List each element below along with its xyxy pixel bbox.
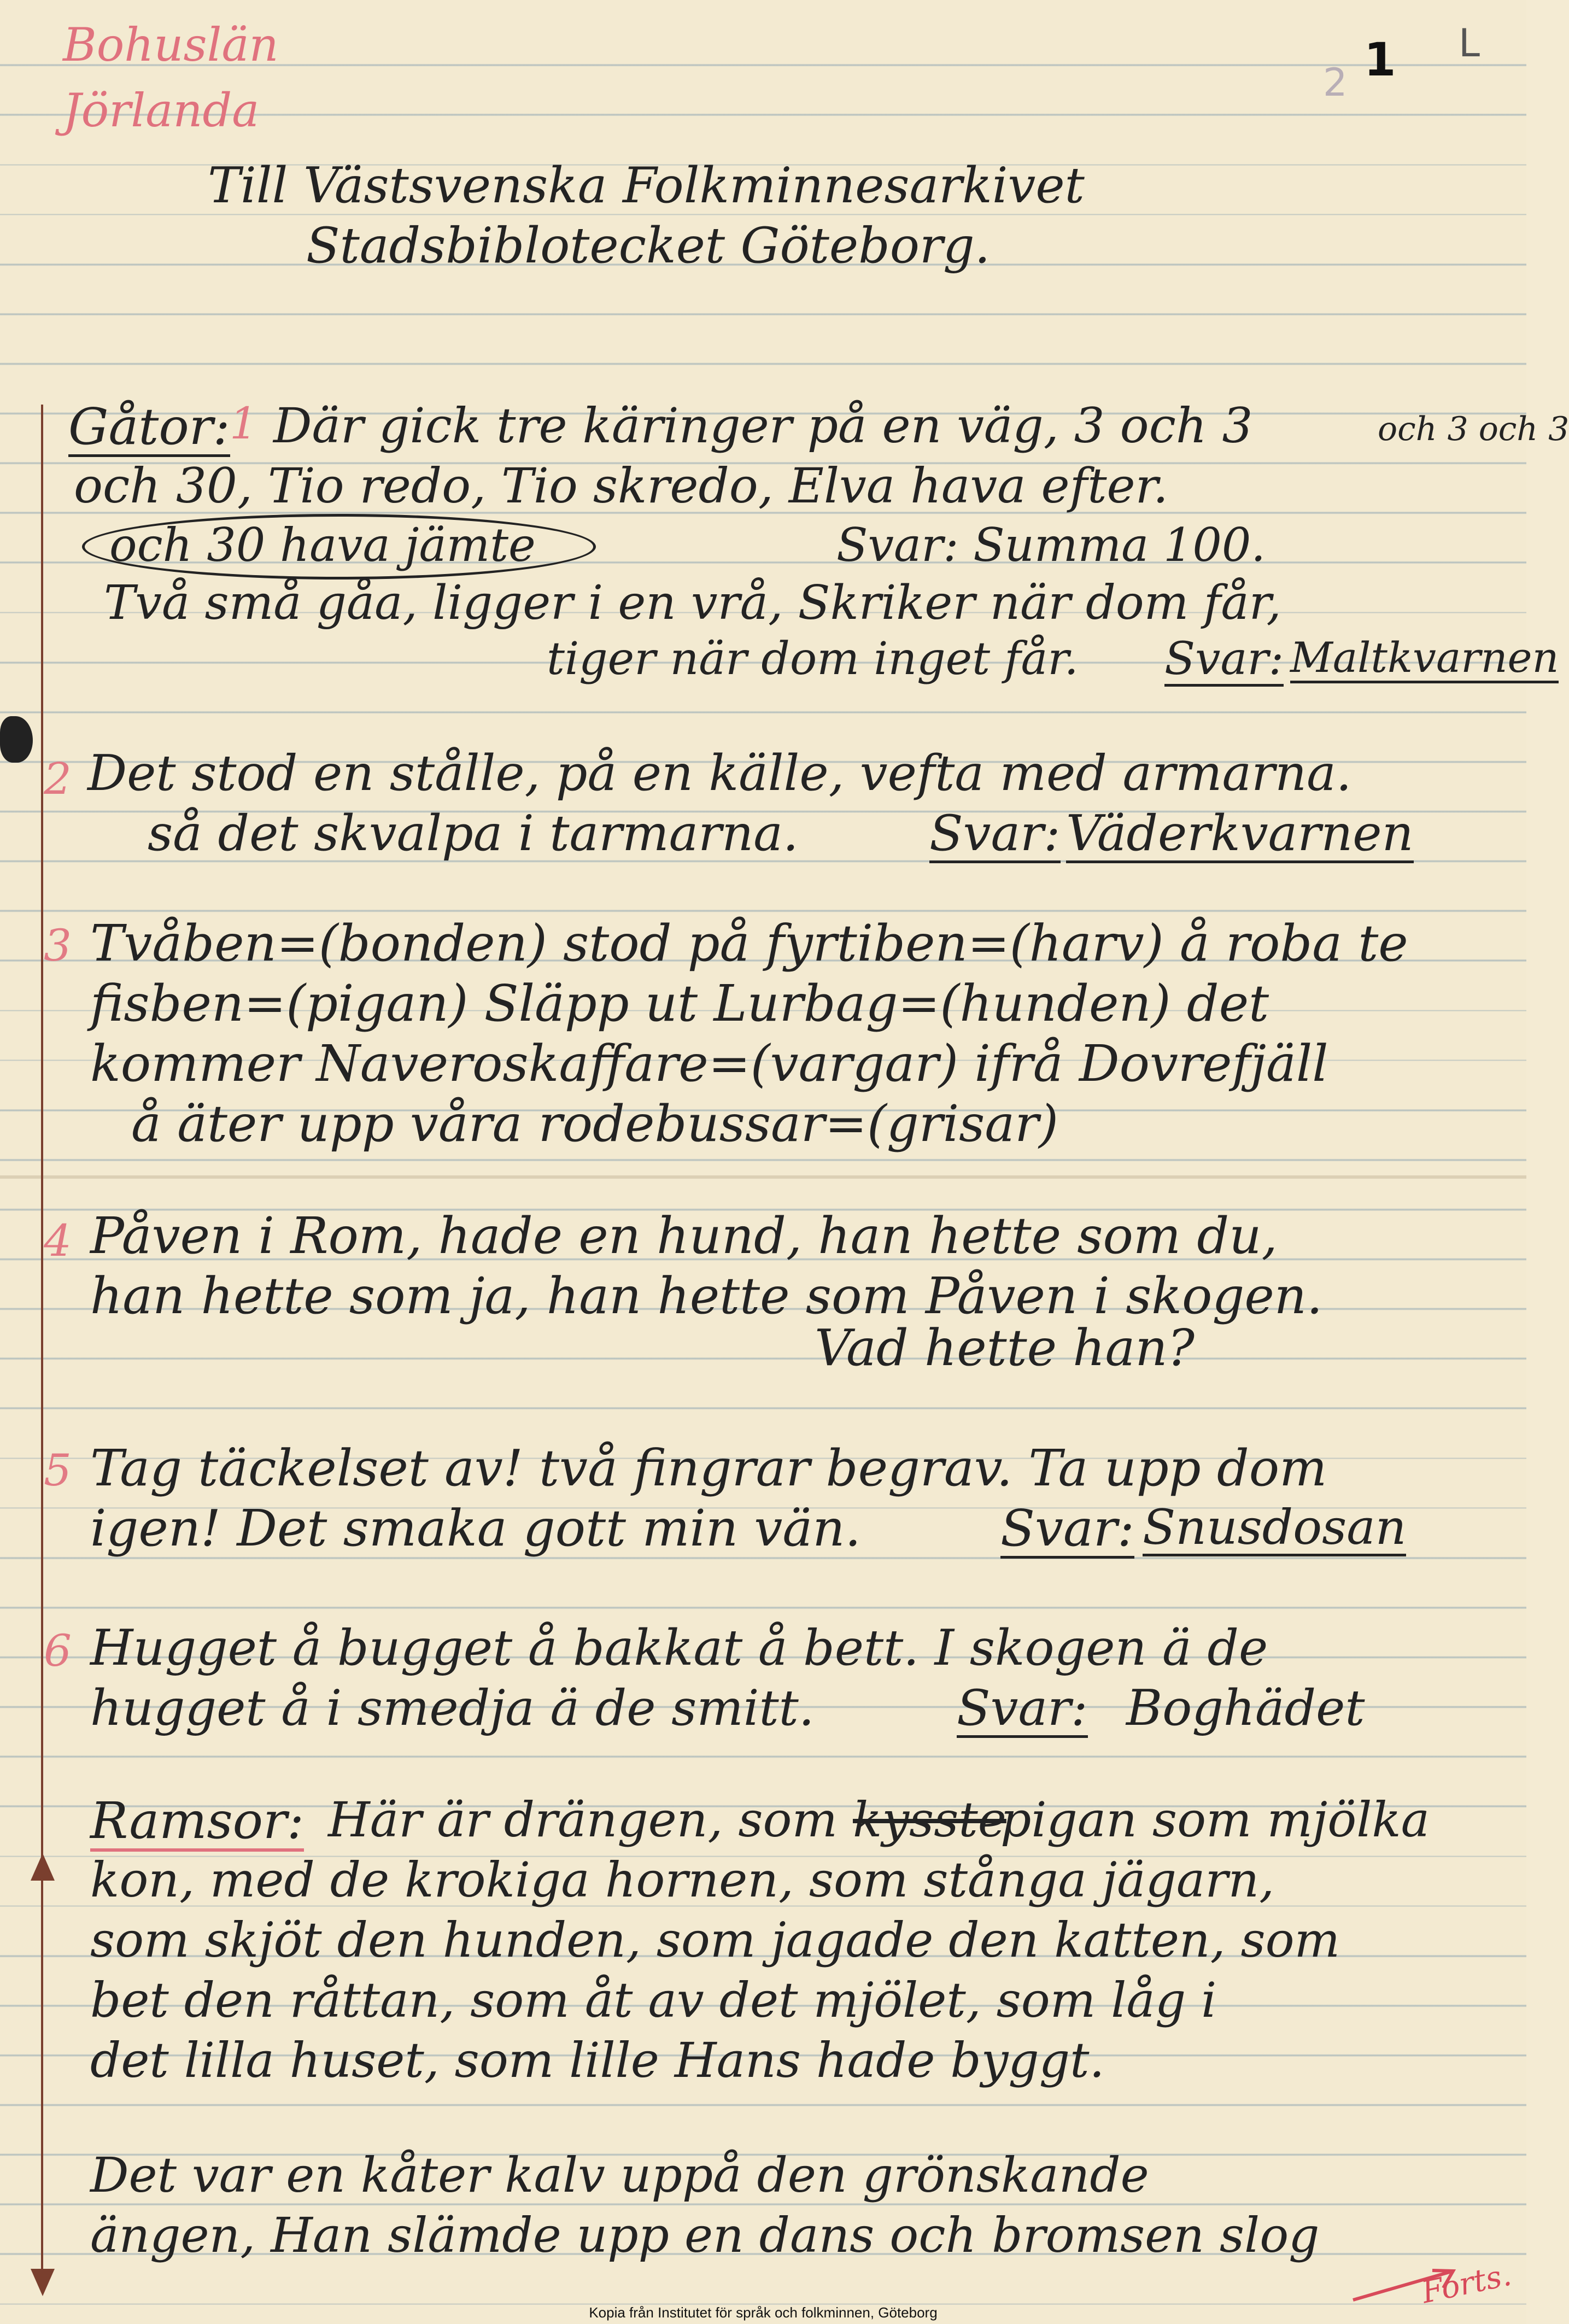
address-line-1: Till Västsvenska Folkminnesarkivet xyxy=(208,157,1085,214)
rhyme-1-struck-word: kysste xyxy=(853,1792,1006,1848)
rhyme-2-line-1: Det var en kåter kalv uppå den grönskande xyxy=(90,2147,1149,2203)
margin-arrow-up-icon xyxy=(31,1853,55,1881)
riddle-number-3: 3 xyxy=(44,920,72,971)
riddle-number-6: 6 xyxy=(44,1625,72,1676)
riddle-6-line-2: hugget å i smedja ä de smitt. xyxy=(90,1679,815,1737)
riddle-6-answer-label: Svar: xyxy=(957,1679,1088,1737)
continued-note: Forts. xyxy=(1418,2257,1515,2311)
riddle-5-line-1: Tag täckelset av! två fingrar begrav. Ta upp dom xyxy=(90,1439,1327,1497)
rhyme-1-line-1-suffix: pigan som mjölka xyxy=(1000,1792,1430,1848)
riddle-number-4: 4 xyxy=(44,1215,72,1266)
riddle-number-1: 1 xyxy=(230,398,257,449)
riddle-2-line-2: så det skvalpa i tarmarna. xyxy=(148,805,799,862)
riddle-3-line-3: kommer Naveroskaffare=(vargar) ifrå Dovrefjäll xyxy=(90,1034,1328,1093)
margin-bracket-line xyxy=(41,405,43,2285)
archive-footer: Kopia från Institutet för språk och folkminnen, Göteborg xyxy=(589,2304,938,2321)
riddle-1b-line-2: tiger när dom inget får. xyxy=(547,633,1079,685)
riddle-number-5: 5 xyxy=(44,1445,72,1496)
corner-pencil-mark: L xyxy=(1459,21,1480,66)
riddle-4-line-1: Påven i Rom, hade en hund, han hette som du, xyxy=(90,1207,1278,1265)
riddle-number-2: 2 xyxy=(44,753,72,804)
page-number: 1 xyxy=(1364,33,1396,86)
rhyme-1-line-1-prefix: Här är drängen, som xyxy=(328,1792,838,1848)
riddle-5-answer-label: Svar: xyxy=(1000,1499,1134,1558)
riddle-1b-line-1: Två små gåa, ligger i en vrå, Skriker när dom får, xyxy=(104,576,1281,630)
riddle-1b-answer-label: Svar: xyxy=(1164,637,1284,687)
riddle-5-line-2: igen! Det smaka gott min vän. xyxy=(90,1499,861,1558)
faint-page-mark: 2 xyxy=(1323,60,1348,105)
riddle-1b-answer: Maltkvarnen xyxy=(1290,637,1559,683)
riddle-6-line-1: Hugget å bugget å bakkat å bett. I skogen ä de xyxy=(90,1619,1268,1677)
rhyme-1-line-4: bet den råttan, som åt av det mjölet, som låg i xyxy=(90,1972,1217,2028)
rhyme-1-line-2: kon, med de krokiga hornen, som stånga jägarn, xyxy=(90,1852,1275,1908)
riddle-3-line-2: fisben=(pigan) Släpp ut Lurbag=(hunden) det xyxy=(90,974,1269,1033)
riddle-3-line-4: å äter upp våra rodebussar=(grisar) xyxy=(131,1094,1059,1153)
riddle-1-line-1-small: och 3 och 3 xyxy=(1378,410,1569,448)
riddle-4-line-2: han hette som ja, han hette som Påven i skogen. xyxy=(90,1267,1323,1325)
riddle-5-answer: Snusdosan xyxy=(1143,1499,1407,1555)
rhyme-2-line-2: ängen, Han slämde upp en dans och bromsen slog xyxy=(90,2207,1320,2263)
riddle-3-line-1: Tvåben=(bonden) stod på fyrtiben=(harv) å roba te xyxy=(90,914,1408,973)
ink-blot xyxy=(0,716,33,763)
riddle-1-line-2: och 30, Tio redo, Tio skredo, Elva hava efter. xyxy=(74,458,1168,514)
riddle-4-line-3: Vad hette han? xyxy=(815,1319,1195,1377)
riddle-1-line-3: och 30 hava jämte xyxy=(109,518,536,572)
riddle-1-answer: Svar: Summa 100. xyxy=(836,518,1266,572)
riddles-heading: Gåtor: xyxy=(68,397,230,456)
address-line-2: Stadsbiblotecket Göteborg. xyxy=(306,217,991,274)
riddle-2-line-1: Det stod en stålle, på en källe, vefta med armarna. xyxy=(87,745,1352,802)
riddle-2-answer: Väderkvarnen xyxy=(1066,805,1414,862)
riddle-6-answer: Boghädet xyxy=(1126,1679,1365,1737)
parish-label: Jörlanda xyxy=(63,84,260,137)
margin-arrow-down-icon xyxy=(31,2269,55,2296)
paper-fold xyxy=(0,1175,1526,1179)
rhymes-heading: Ramsor: xyxy=(90,1796,304,1852)
rhyme-1-line-3: som skjöt den hunden, som jagade den katten, som xyxy=(90,1912,1340,1968)
riddle-1-line-1: Där gick tre käringer på en väg, 3 och 3 xyxy=(273,397,1253,454)
region-label: Bohuslän xyxy=(63,18,279,72)
rhyme-1-line-5: det lilla huset, som lille Hans hade byggt. xyxy=(90,2032,1105,2088)
riddle-2-answer-label: Svar: xyxy=(929,805,1061,862)
